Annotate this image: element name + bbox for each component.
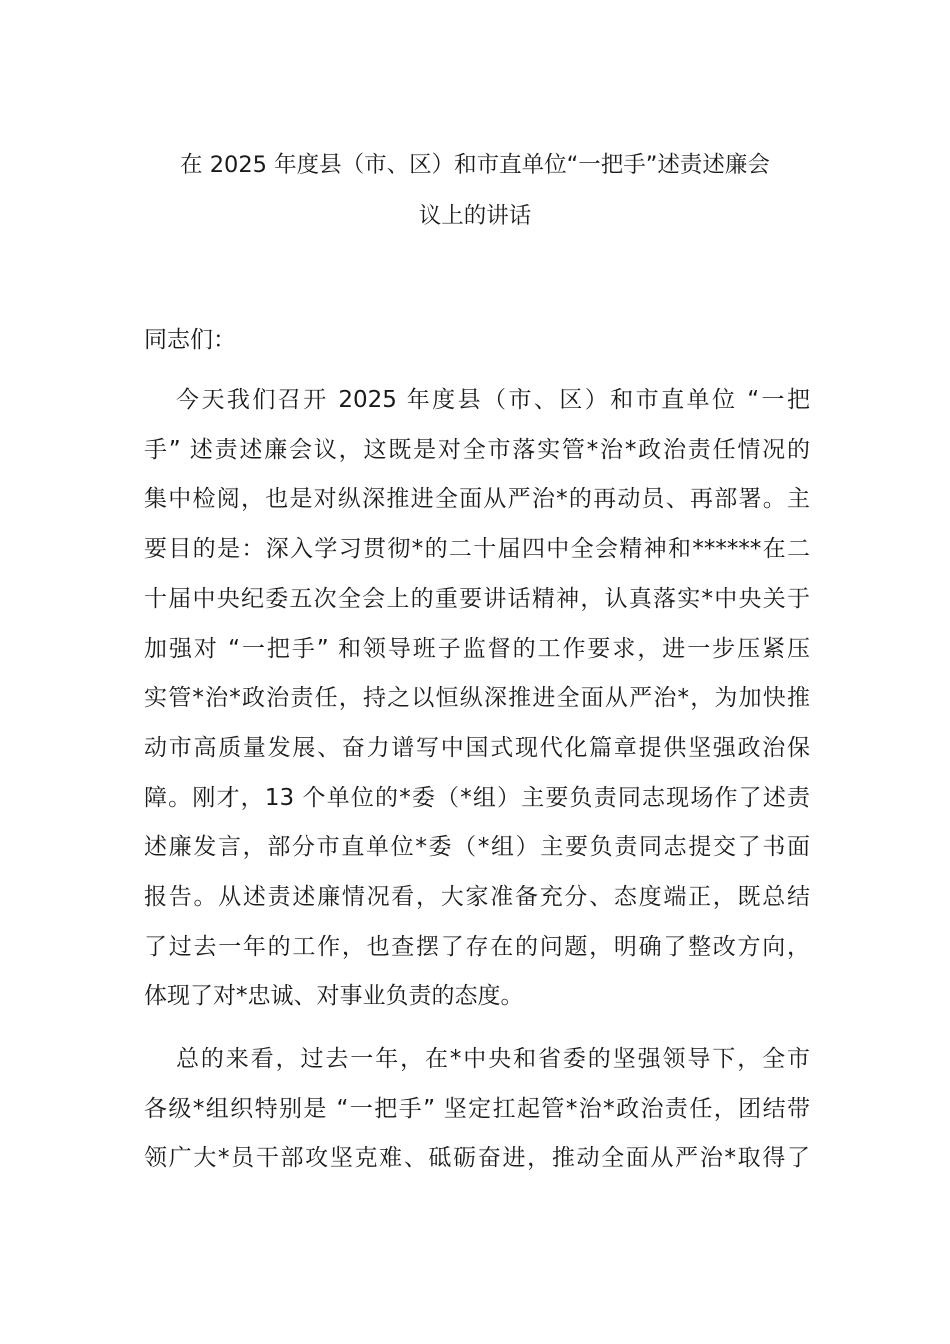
paragraph-line: 手” 述责述廉会议，这既是对全市落实管*治*政治责任情况的 bbox=[144, 436, 810, 463]
document-title bbox=[140, 140, 810, 242]
paragraph-line: 领广大*员干部攻坚克难、砥砺奋进，推动全面从严治*取得了 bbox=[144, 1145, 810, 1172]
paragraph-line: 要目的是：深入学习贯彻*的二十届四中全会精神和******在二 bbox=[144, 536, 810, 563]
paragraph-line: 体现了对*忠诚、对事业负责的态度。 bbox=[144, 983, 524, 1010]
paragraph-line: 加强对 “一把手” 和领导班子监督的工作要求，进一步压紧压 bbox=[144, 635, 810, 662]
paragraph-line: 各级*组织特别是 “一把手” 坚定扛起管*治*政治责任，团结带 bbox=[144, 1095, 810, 1122]
paragraph-line: 动市高质量发展、奋力谱写中国式现代化篇章提供坚强政治保 bbox=[144, 734, 810, 761]
paragraph-line: 报告。从述责述廉情况看，大家准备充分、态度端正，既总结 bbox=[144, 884, 810, 911]
paragraph-line: 了过去一年的工作，也查摆了存在的问题，明确了整改方向， bbox=[144, 933, 810, 960]
paragraph-line: 今天我们召开 2025 年度县（市、区）和市直单位 “一把 bbox=[176, 387, 810, 413]
paragraph-line: 总的来看，过去一年，在*中央和省委的坚强领导下，全市 bbox=[176, 1046, 810, 1072]
paragraph-line: 集中检阅，也是对纵深推进全面从严治*的再动员、再部署。主 bbox=[144, 486, 810, 513]
body-paragraph bbox=[144, 376, 810, 1022]
body-paragraph bbox=[144, 1035, 810, 1184]
title-line: 议上的讲话 bbox=[418, 203, 532, 229]
title-line: 在 2025 年度县（市、区）和市直单位“一把手”述责述廉会 bbox=[180, 152, 770, 178]
paragraph-line: 实管*治*政治责任，持之以恒纵深推进全面从严治*，为加快推 bbox=[144, 685, 810, 712]
salutation: 同志们： bbox=[144, 327, 236, 353]
paragraph-line: 障。刚才，13 个单位的*委（*组）主要负责同志现场作了述责 bbox=[144, 784, 810, 811]
paragraph-line: 十届中央纪委五次全会上的重要讲话精神，认真落实*中央关于 bbox=[144, 585, 810, 612]
paragraph-line: 述廉发言，部分市直单位*委（*组）主要负责同志提交了书面 bbox=[144, 834, 810, 861]
